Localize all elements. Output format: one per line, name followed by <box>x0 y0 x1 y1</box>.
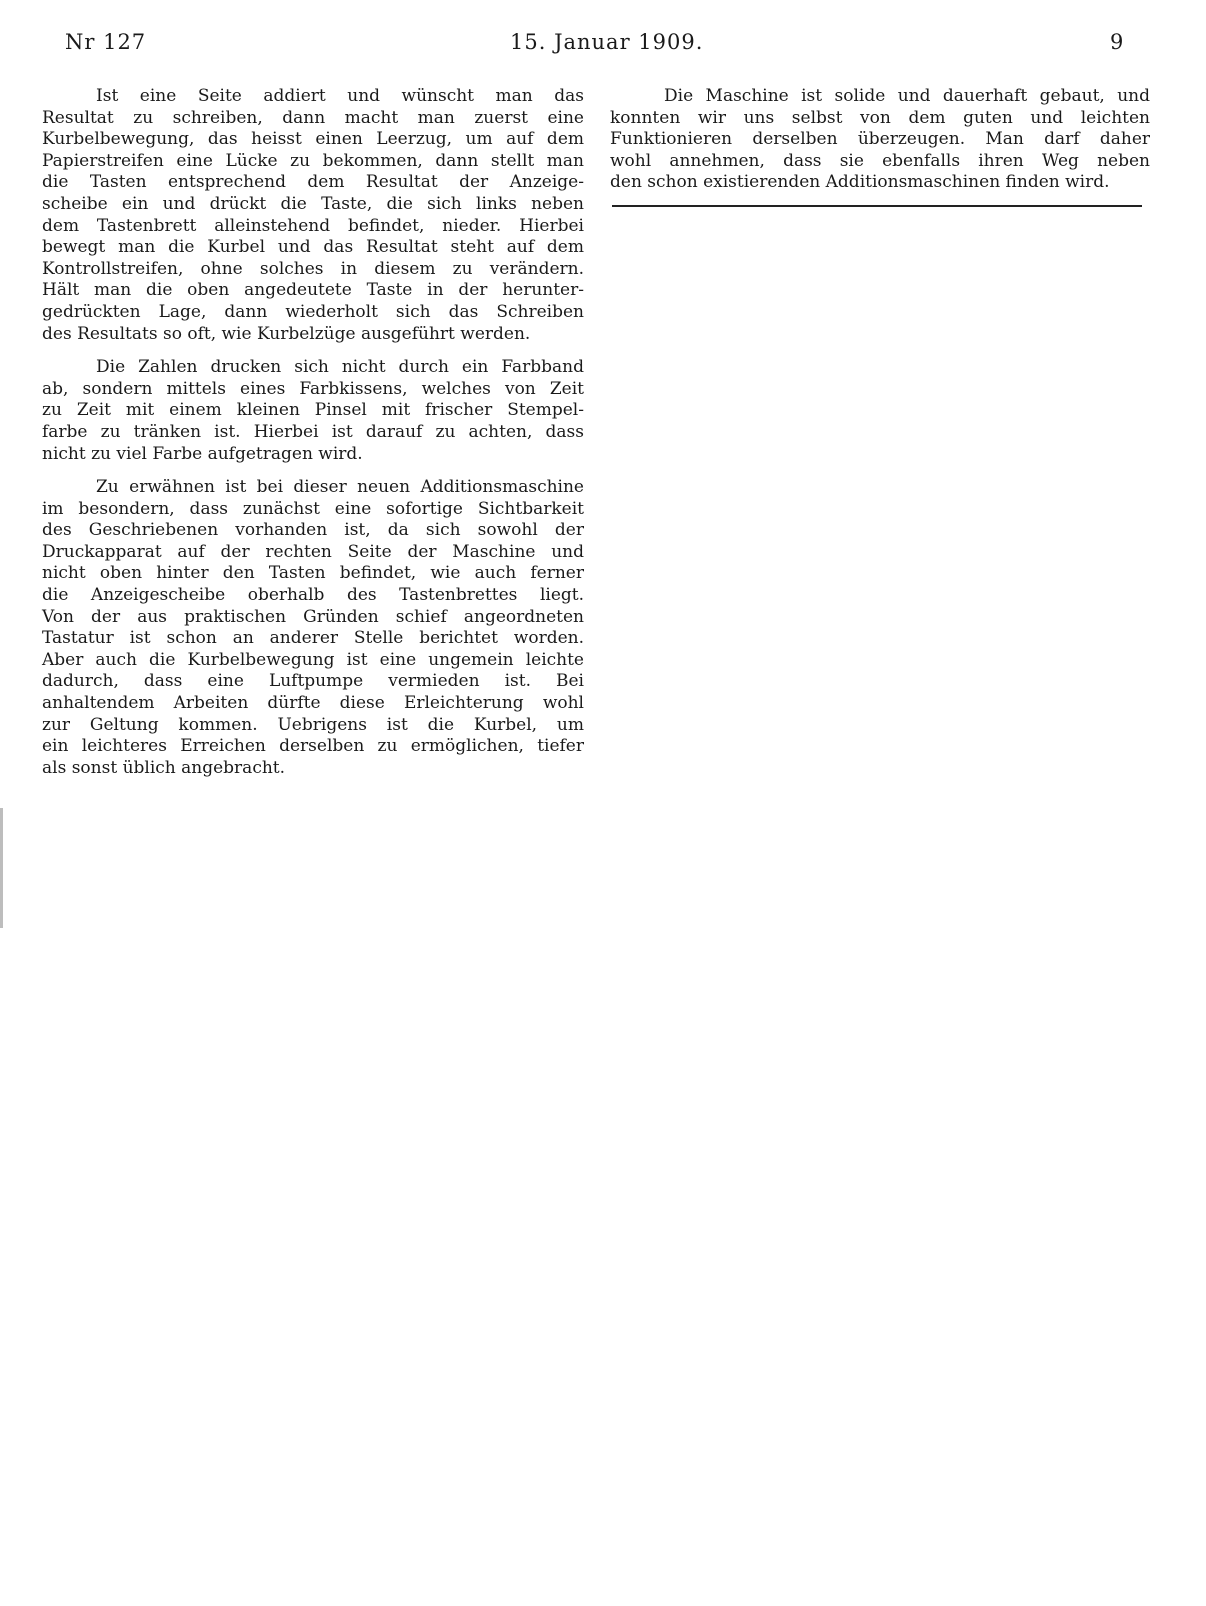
text-line: Aber auch die Kurbelbewegung ist eine ungemein leichte <box>42 649 584 670</box>
text-line: die Anzeigescheibe oberhalb des Tastenbrettes liegt. <box>42 585 584 606</box>
text-line: nicht oben hinter den Tasten befindet, wie auch ferner <box>42 563 584 584</box>
paragraph-maschine <box>610 86 1150 194</box>
text-line: Hält man die oben angedeutete Taste in der herunter- <box>42 280 584 301</box>
text-line: gedrückten Lage, dann wiederholt sich das Schreiben <box>42 301 584 322</box>
text-line: des Resultats so oft, wie Kurbelzüge ausgeführt werden. <box>42 323 531 344</box>
paragraph-farbkissen <box>42 357 584 465</box>
right-column <box>610 86 1150 206</box>
text-line: bewegt man die Kurbel und das Resultat steht auf dem <box>42 237 584 258</box>
text-line: Zu erwähnen ist bei dieser neuen Additionsmaschine <box>96 477 584 498</box>
text-line: zur Geltung kommen. Uebrigens ist die Kurbel, um <box>42 714 584 735</box>
text-line: nicht zu viel Farbe aufgetragen wird. <box>42 443 363 464</box>
text-line: ein leichteres Erreichen derselben zu ermöglichen, tiefer <box>42 736 584 757</box>
text-line: dadurch, dass eine Luftpumpe vermieden ist. Bei <box>42 671 584 692</box>
text-line: Von der aus praktischen Gründen schief angeordneten <box>42 606 584 627</box>
text-line: anhaltendem Arbeiten dürfte diese Erleichterung wohl <box>42 693 584 714</box>
page-header <box>0 30 1206 60</box>
issue-number: Nr 127 <box>65 30 147 54</box>
text-line: Die Maschine ist solide und dauerhaft gebaut, und <box>664 86 1150 106</box>
issue-date: 15. Januar 1909. <box>510 30 704 54</box>
text-line: konnten wir uns selbst von dem guten und leichten <box>610 107 1150 128</box>
page-number: 9 <box>1110 30 1125 54</box>
text-line: Kontrollstreifen, ohne solches in diesem zu verändern. <box>42 258 584 279</box>
text-line: Funktionieren derselben überzeugen. Man darf daher <box>610 129 1150 150</box>
text-line: im besondern, dass zunächst eine sofortige Sichtbarkeit <box>42 498 584 519</box>
text-line: Die Zahlen drucken sich nicht durch ein Farbband <box>96 357 584 378</box>
text-line: Tastatur ist schon an anderer Stelle berichtet worden. <box>42 628 584 649</box>
text-line: Papierstreifen eine Lücke zu bekommen, dann stellt man <box>42 150 584 171</box>
text-line: den schon existierenden Additionsmaschinen finden wird. <box>610 172 1110 193</box>
text-line: farbe zu tränken ist. Hierbei ist darauf zu achten, dass <box>42 421 584 442</box>
scan-edge-mark <box>0 808 3 928</box>
text-line: Kurbelbewegung, das heisst einen Leerzug, um auf dem <box>42 129 584 150</box>
text-line: ab, sondern mittels eines Farbkissens, welches von Zeit <box>42 378 584 399</box>
text-line: Druckapparat auf der rechten Seite der Maschine und <box>42 541 584 562</box>
text-line: Ist eine Seite addiert und wünscht man das <box>96 86 584 106</box>
text-line: zu Zeit mit einem kleinen Pinsel mit frischer Stempel- <box>42 400 584 421</box>
text-line: scheibe ein und drückt die Taste, die sich links neben <box>42 193 584 214</box>
text-line: die Tasten entsprechend dem Resultat der Anzeige- <box>42 172 584 193</box>
text-line: als sonst üblich angebracht. <box>42 757 286 778</box>
text-line: wohl annehmen, dass sie ebenfalls ihren Weg neben <box>610 150 1150 171</box>
text-line: des Geschriebenen vorhanden ist, da sich sowohl der <box>42 520 584 541</box>
paragraph-resultat <box>42 86 584 345</box>
text-line: Resultat zu schreiben, dann macht man zuerst eine <box>42 107 584 128</box>
left-column <box>42 86 584 791</box>
text-line: dem Tastenbrett alleinstehend befindet, nieder. Hierbei <box>42 215 584 236</box>
article-end-rule <box>612 205 1142 207</box>
paragraph-sichtbarkeit <box>42 477 584 779</box>
